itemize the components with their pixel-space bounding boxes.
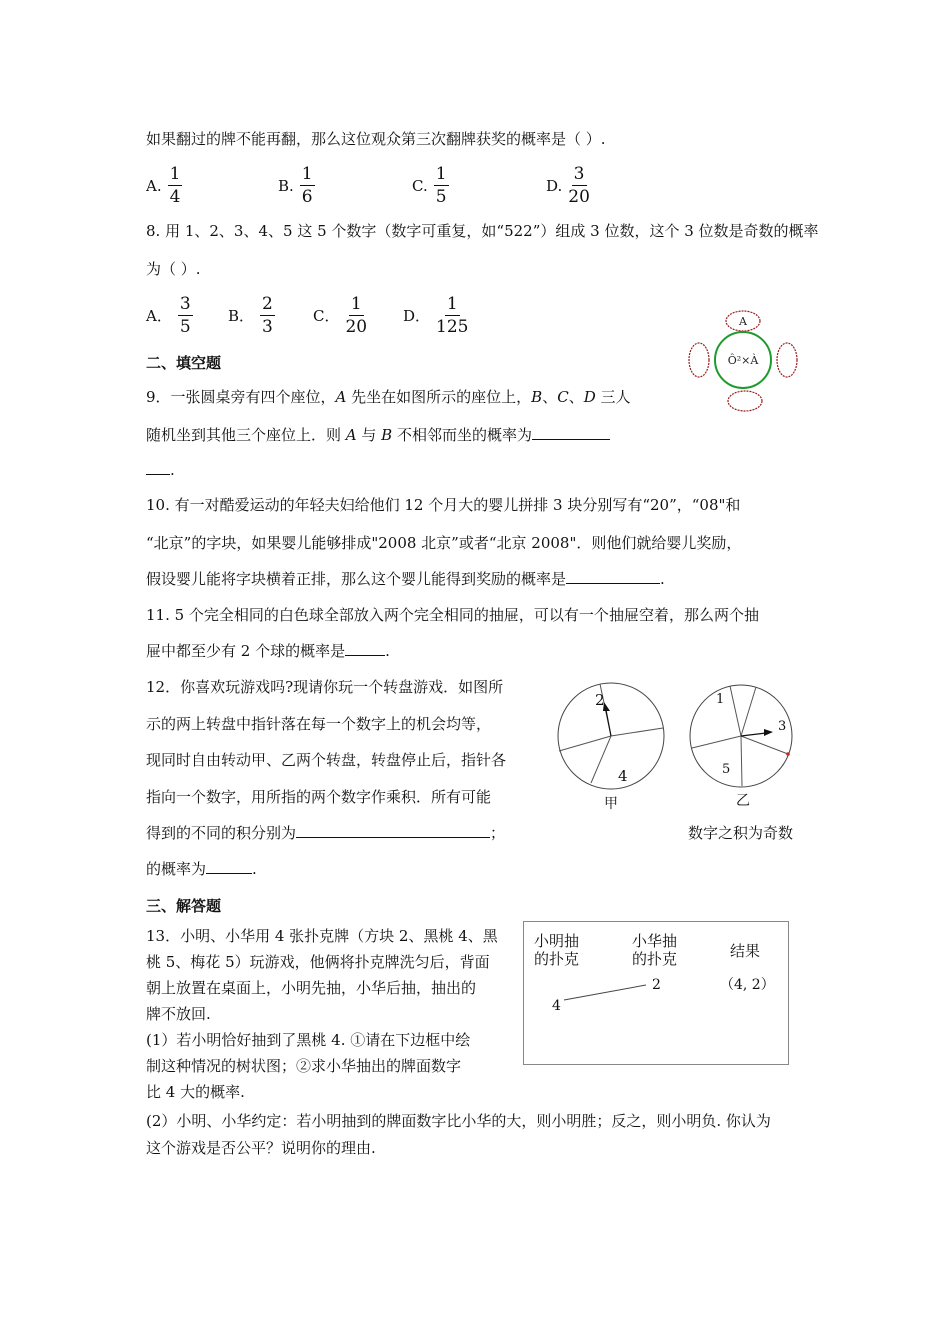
tree-diagram-box[interactable] [523,921,789,1065]
text: 与 [356,426,382,444]
text: ； [490,824,506,842]
answer-blank[interactable] [345,641,385,656]
fraction [436,294,468,337]
q11-line1: 11. 5 个完全相同的白色球全部放入两个完全相同的抽屉，可以有一个抽屉空着，那么两个抽 [146,606,759,624]
wheel-yi-divider [730,686,741,736]
wheel-jia-number: 4 [618,767,628,785]
q13-part2-line1: (2）小明、小华约定：若小明抽到的牌面数字比小华的大，则小明胜；反之，则小明负. 你认为 [146,1112,771,1130]
q13-line: (1）若小明恰好抽到了黑桃 4. ①请在下边框中绘 [146,1031,471,1049]
wheel-yi-number: 5 [722,762,731,777]
seat-left [689,343,709,377]
q9-line1 [146,386,631,407]
text: 小明抽 [534,932,580,950]
text: 、 [568,388,584,406]
wheel-yi-marker [786,752,790,756]
q7-stem: 如果翻过的牌不能再翻，那么这位观众第三次翻牌获奖的概率是（ ）. [146,130,606,148]
wheel-jia-figure [555,680,669,816]
q8-option-b[interactable] [228,294,275,337]
q8-option-a[interactable] [146,294,193,337]
q12-line5-right: 数字之积为奇数 [688,824,794,842]
fraction [568,164,590,207]
q12-line6 [146,858,257,879]
option-label: D． [403,307,431,325]
text: 屉中都至少有 2 个球的概率是 [146,642,346,660]
q7-option-b[interactable] [278,164,315,207]
var-a: A [345,426,357,444]
round-table-figure [682,308,806,416]
option-label: A． [146,307,172,325]
wheel-yi-divider [741,736,742,786]
q13-line: 桃 5、梅花 5）玩游戏，他俩将扑克牌洗匀后，背面 [146,953,490,971]
text: . [252,860,257,878]
q9-line3 [146,460,175,479]
q12-line5 [146,822,505,843]
var-b: B [531,388,543,406]
var-b: B [381,426,393,444]
var-c: C [557,388,569,406]
option-label: C. [412,176,428,195]
answer-blank[interactable] [296,823,490,838]
wheel-yi-pointer [741,733,766,736]
denominator: 125 [436,317,469,337]
wheel-jia-divider [591,736,611,783]
seat-bottom [728,391,762,411]
q10-line2: “北京”的字块，如果婴儿能够排成"2008 北京”或者“北京 2008"．则他们就给婴儿奖励， [146,534,742,552]
denominator: 5 [435,187,447,207]
q10-line1: 10. 有一对酷爱运动的年轻夫妇给他们 12 个月大的婴儿拼排 3 块分别写有“20”，“08"和 [146,496,741,514]
numerator: 1 [350,294,362,314]
denominator: 20 [568,187,590,207]
option-label: B. [278,176,294,195]
option-label: C． [313,307,340,325]
fraction [178,294,193,337]
wheel-jia-pointer [606,710,611,736]
table-label: Ô²×À [727,354,759,367]
numerator: 1 [169,164,181,184]
text: . [385,642,390,660]
q13-line: 牌不放回. [146,1005,211,1023]
wheel-jia-caption: 甲 [604,796,618,812]
q13-line: 制这种情况的树状图；②求小华抽出的牌面数字 [146,1057,462,1075]
answer-blank[interactable] [206,859,252,874]
text: 9．一张圆桌旁有四个座位， [146,388,336,406]
text: 的概率为 [146,860,207,878]
answer-blank[interactable] [532,425,610,440]
q7-option-a[interactable] [146,164,182,207]
q9-line2 [146,424,610,445]
section-3-title: 三、解答题 [146,897,222,915]
answer-blank-cont[interactable] [146,460,170,475]
numerator: 1 [446,294,458,314]
numerator: 3 [179,294,191,314]
wheel-yi-caption: 乙 [736,793,750,809]
wheel-jia-number: 2 [595,691,605,709]
tree-child-node: 2 [652,977,661,993]
option-label: B． [228,307,255,325]
denominator: 6 [301,187,313,207]
text: 的扑克 [534,950,580,968]
wheel-yi-divider [692,736,741,748]
numerator: 2 [262,294,273,314]
section-2-title: 二、填空题 [146,354,222,372]
q8-line2: 为（ ）. [146,260,201,278]
fraction [168,164,183,207]
q8-option-c[interactable] [313,294,367,337]
text: 先坐在如图所示的座位上， [346,388,532,406]
denominator: 4 [169,187,181,207]
q12-line2: 示的两上转盘中指针落在每一个数字上的机会均等， [146,715,492,733]
q12-line3: 现同时自由转动甲、乙两个转盘，转盘停止后，指针各 [146,751,507,769]
wheel-jia-divider [611,728,663,736]
tree-root-node: 4 [552,998,561,1014]
numerator: 3 [573,164,585,184]
wheel-yi-number: 3 [778,719,787,734]
text: 小华抽 [632,932,678,950]
q12-line4: 指向一个数字，用所指的两个数字作乘积．所有可能 [146,788,492,806]
text: 、 [542,388,558,406]
denominator: 5 [179,317,191,337]
text: 的扑克 [632,950,678,968]
wheel-yi-pointer-head [764,729,773,736]
text: 假设婴儿能将字块横着正排，那么这个婴儿能得到奖励的概率是 [146,570,567,588]
text: 三人 [595,388,631,406]
tree-result: （4, 2） [720,977,775,993]
tree-edge [564,985,646,1000]
var-a: A [335,388,347,406]
fraction [300,164,315,207]
text: 得到的不同的积分别为 [146,824,297,842]
q12-line1: 12．你喜欢玩游戏吗?现请你玩一个转盘游戏．如图所 [146,678,504,696]
option-label: D. [546,176,563,195]
q7-option-c[interactable] [412,164,449,207]
numerator: 1 [301,164,313,184]
q13-part2-line2: 这个游戏是否公平？说明你的理由. [146,1139,376,1157]
q13-line: 朝上放置在桌面上，小明先抽，小华后抽，抽出的 [146,979,477,997]
text: 随机坐到其他三个座位上．则 [146,426,346,444]
q7-option-d[interactable] [546,164,590,207]
wheel-yi-number: 1 [716,692,725,707]
text: . [170,461,175,479]
denominator: 3 [262,317,273,337]
q13-line: 比 4 大的概率. [146,1083,245,1101]
answer-blank[interactable] [566,569,660,584]
wheel-yi-divider [741,687,756,736]
tree-col3-header: 结果 [730,942,761,960]
q8-option-d[interactable] [403,294,468,337]
fraction [345,294,367,337]
option-label: A. [146,176,162,195]
text: . [660,570,665,588]
numerator: 1 [435,164,447,184]
q11-line2 [146,640,390,661]
var-d: D [583,388,596,406]
wheel-yi-divider [741,736,788,754]
text: 不相邻而坐的概率为 [392,426,532,444]
q8-line1: 8. 用 1、2、3、4、5 这 5 个数字（数字可重复，如“522”）组成 3 位数，这个 3 位数是奇数的概率 [146,222,819,240]
q13-line: 13．小明、小华用 4 张扑克牌（方块 2、黑桃 4、黑 [146,927,498,945]
wheel-jia-divider [559,736,611,751]
fraction [260,294,275,337]
q10-line3 [146,568,665,589]
denominator: 20 [345,317,368,337]
seat-right [777,343,797,377]
wheel-yi-figure [686,680,800,816]
fraction [434,164,449,207]
seat-a-label: A [739,315,747,328]
